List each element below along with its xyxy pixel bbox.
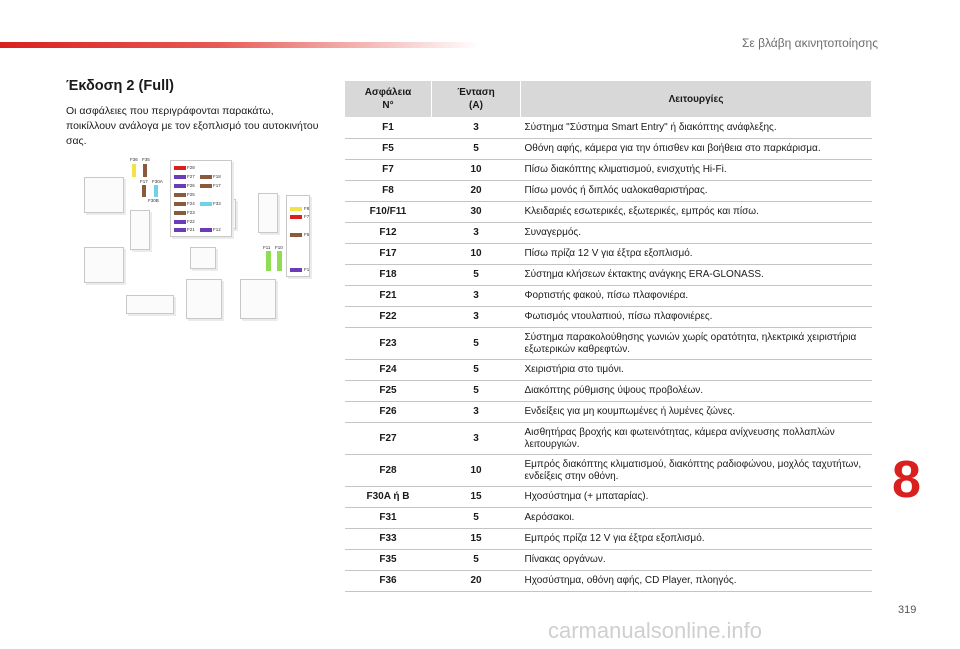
chapter-title: Σε βλάβη ακινητοποίησης xyxy=(741,36,878,50)
table-row xyxy=(345,118,872,139)
table-row xyxy=(345,550,872,571)
cell-function: Εμπρός διακόπτης κλιματισμού, διακόπτης ραδιοφώνου, μοχλός ταχυτήτων, ενδείξεις στην οθόνη. xyxy=(521,455,872,487)
fuse-f33 xyxy=(200,202,212,206)
cell-fuse-number: F5 xyxy=(345,139,432,160)
cell-amperage: 3 xyxy=(432,307,521,328)
cell-amperage: 20 xyxy=(432,181,521,202)
table-row xyxy=(345,223,872,244)
diagram-label: F24 xyxy=(187,201,195,206)
table-row xyxy=(345,529,872,550)
table-row xyxy=(345,286,872,307)
main-fuse-block xyxy=(170,160,232,237)
cell-function: Συναγερμός. xyxy=(521,223,872,244)
cell-function: Ηχοσύστημα, οθόνη αφής, CD Player, πλοηγός. xyxy=(521,571,872,592)
relay-module xyxy=(240,279,276,319)
fuse-f8 xyxy=(290,207,302,211)
fuse-f12 xyxy=(200,228,212,232)
cell-amperage: 10 xyxy=(432,244,521,265)
cell-fuse-number: F23 xyxy=(345,328,432,360)
chapter-color-bar xyxy=(0,42,480,48)
fuse-f17 xyxy=(200,184,212,188)
cell-amperage: 3 xyxy=(432,223,521,244)
cell-amperage: 5 xyxy=(432,265,521,286)
relay-module xyxy=(258,193,278,233)
fuse-f21 xyxy=(174,228,186,232)
diagram-label: F5 xyxy=(304,232,310,237)
table-row xyxy=(345,381,872,402)
diagram-label: F11 xyxy=(263,245,271,250)
fuse-f28 xyxy=(174,166,186,170)
section-heading: Έκδοση 2 (Full) xyxy=(66,78,174,94)
cell-amperage: 5 xyxy=(432,381,521,402)
table-row xyxy=(345,508,872,529)
cell-fuse-number: F1 xyxy=(345,118,432,139)
cell-function: Σύστημα παρακολούθησης γωνιών χωρίς ορατότητα, ηλεκτρικά χειριστήρια εξωτερικών καθρεφτών. xyxy=(521,328,872,360)
fuse-f27 xyxy=(174,175,186,179)
diagram-label: F23 xyxy=(187,210,195,215)
cell-fuse-number: F22 xyxy=(345,307,432,328)
diagram-label: F21 xyxy=(187,227,195,232)
diagram-label: F8 xyxy=(304,206,310,211)
table-row xyxy=(345,328,872,360)
cell-function: Σύστημα "Σύστημα Smart Entry" ή διακόπτης ανάφλεξης. xyxy=(521,118,872,139)
cell-fuse-number: F27 xyxy=(345,423,432,455)
cell-fuse-number: F21 xyxy=(345,286,432,307)
diagram-label: F27 xyxy=(187,174,195,179)
cell-function: Ηχοσύστημα (+ μπαταρίας). xyxy=(521,487,872,508)
relay-module xyxy=(130,210,150,250)
relay-module xyxy=(126,295,174,314)
fuse-f1 xyxy=(290,268,302,272)
fuse-f18 xyxy=(200,175,212,179)
cell-amperage: 15 xyxy=(432,529,521,550)
cell-amperage: 30 xyxy=(432,202,521,223)
cell-function: Χειριστήρια στο τιμόνι. xyxy=(521,360,872,381)
table-row xyxy=(345,181,872,202)
fuse-f26 xyxy=(174,184,186,188)
table-row xyxy=(345,202,872,223)
diagram-label: F33 xyxy=(213,201,221,206)
diagram-label: F10 xyxy=(275,245,283,250)
relay-module xyxy=(84,247,124,283)
cell-amperage: 15 xyxy=(432,487,521,508)
cell-function: Αισθητήρας βροχής και φωτεινότητας, κάμερα ανίχνευσης πολλαπλών λειτουργιών. xyxy=(521,423,872,455)
table-row xyxy=(345,571,872,592)
table-row xyxy=(345,487,872,508)
fuse-f23 xyxy=(174,211,186,215)
cell-amperage: 20 xyxy=(432,571,521,592)
cell-function: Φορτιστής φακού, πίσω πλαφονιέρα. xyxy=(521,286,872,307)
fuse-f24 xyxy=(174,202,186,206)
diagram-label: F7 xyxy=(304,214,310,219)
diagram-label: F25 xyxy=(187,192,195,197)
watermark: carmanualsonline.info xyxy=(548,618,763,643)
fuse-f25 xyxy=(174,193,186,197)
diagram-label: F17 xyxy=(213,183,221,188)
cell-fuse-number: F33 xyxy=(345,529,432,550)
cell-amperage: 10 xyxy=(432,160,521,181)
table-row xyxy=(345,402,872,423)
cell-fuse-number: F10/F11 xyxy=(345,202,432,223)
diagram-label: F36 xyxy=(130,157,138,162)
cell-amperage: 3 xyxy=(432,286,521,307)
diagram-label: F35 xyxy=(142,157,150,162)
cell-function: Οθόνη αφής, κάμερα για την όπισθεν και βοήθεια στο παρκάρισμα. xyxy=(521,139,872,160)
fuse-box-diagram xyxy=(80,155,320,325)
cell-function: Εμπρός πρίζα 12 V για έξτρα εξοπλισμό. xyxy=(521,529,872,550)
table-row xyxy=(345,423,872,455)
table-header-row xyxy=(345,81,872,118)
page-number: 319 xyxy=(898,604,917,616)
cell-amperage: 3 xyxy=(432,118,521,139)
cell-fuse-number: F8 xyxy=(345,181,432,202)
cell-amperage: 5 xyxy=(432,139,521,160)
column-header-fuse: Ασφάλεια N° xyxy=(345,81,432,118)
cell-fuse-number: F25 xyxy=(345,381,432,402)
chapter-number: 8 xyxy=(892,451,921,509)
cell-fuse-number: F35 xyxy=(345,550,432,571)
cell-amperage: 3 xyxy=(432,402,521,423)
cell-fuse-number: F28 xyxy=(345,455,432,487)
relay-module xyxy=(190,247,216,269)
fuse-f11 xyxy=(266,251,271,271)
cell-function: Διακόπτης ρύθμισης ύψους προβολέων. xyxy=(521,381,872,402)
cell-amperage: 3 xyxy=(432,423,521,455)
relay-module xyxy=(186,279,222,319)
cell-fuse-number: F17 xyxy=(345,244,432,265)
cell-amperage: 5 xyxy=(432,550,521,571)
cell-function: Αερόσακοι. xyxy=(521,508,872,529)
cell-fuse-number: F18 xyxy=(345,265,432,286)
diagram-label: F30A xyxy=(152,179,163,184)
cell-function: Ενδείξεις για μη κουμπωμένες ή λυμένες ζώνες. xyxy=(521,402,872,423)
table-row xyxy=(345,455,872,487)
cell-amperage: 5 xyxy=(432,508,521,529)
diagram-label: F22 xyxy=(187,219,195,224)
relay-module xyxy=(84,177,124,213)
diagram-label: F17 xyxy=(140,179,148,184)
fuse-f22 xyxy=(174,220,186,224)
fuse-f36 xyxy=(132,164,136,177)
table-row xyxy=(345,360,872,381)
fuse-f17-vertical xyxy=(142,185,146,197)
fuse-f30a xyxy=(154,185,158,197)
column-header-functions: Λειτουργίες xyxy=(521,81,872,118)
cell-amperage: 5 xyxy=(432,360,521,381)
fuse-f10 xyxy=(277,251,282,271)
cell-fuse-number: F31 xyxy=(345,508,432,529)
diagram-label: F12 xyxy=(213,227,221,232)
fuse-f35 xyxy=(143,164,147,177)
diagram-label: F18 xyxy=(213,174,221,179)
cell-fuse-number: F7 xyxy=(345,160,432,181)
diagram-label: F1 xyxy=(304,267,310,272)
cell-fuse-number: F30A ή B xyxy=(345,487,432,508)
cell-function: Πίσω πρίζα 12 V για έξτρα εξοπλισμό. xyxy=(521,244,872,265)
diagram-label: F28 xyxy=(187,165,195,170)
cell-function: Πίσω διακόπτης κλιματισμού, ενισχυτής Hi-Fi. xyxy=(521,160,872,181)
fuse-table xyxy=(344,80,872,592)
column-header-amperage: Ένταση (A) xyxy=(432,81,521,118)
table-row xyxy=(345,307,872,328)
cell-amperage: 5 xyxy=(432,328,521,360)
cell-function: Πίνακας οργάνων. xyxy=(521,550,872,571)
cell-function: Κλειδαριές εσωτερικές, εξωτερικές, εμπρός και πίσω. xyxy=(521,202,872,223)
cell-fuse-number: F24 xyxy=(345,360,432,381)
cell-fuse-number: F26 xyxy=(345,402,432,423)
cell-function: Σύστημα κλήσεων έκτακτης ανάγκης ERA-GLONASS. xyxy=(521,265,872,286)
cell-function: Φωτισμός ντουλαπιού, πίσω πλαφονιέρες. xyxy=(521,307,872,328)
fuse-f7 xyxy=(290,215,302,219)
table-row xyxy=(345,139,872,160)
table-row xyxy=(345,265,872,286)
table-row xyxy=(345,244,872,265)
cell-fuse-number: F12 xyxy=(345,223,432,244)
cell-fuse-number: F36 xyxy=(345,571,432,592)
fuse-f5 xyxy=(290,233,302,237)
cell-amperage: 10 xyxy=(432,455,521,487)
table-row xyxy=(345,160,872,181)
intro-text: Οι ασφάλειες που περιγράφονται παρακάτω, ποικίλλουν ανάλογα με τον εξοπλισμό του αυτοκινήτου σας. xyxy=(66,105,319,147)
diagram-label: F30B xyxy=(148,198,159,203)
diagram-label: F26 xyxy=(187,183,195,188)
cell-function: Πίσω μονός ή διπλός υαλοκαθαριστήρας. xyxy=(521,181,872,202)
